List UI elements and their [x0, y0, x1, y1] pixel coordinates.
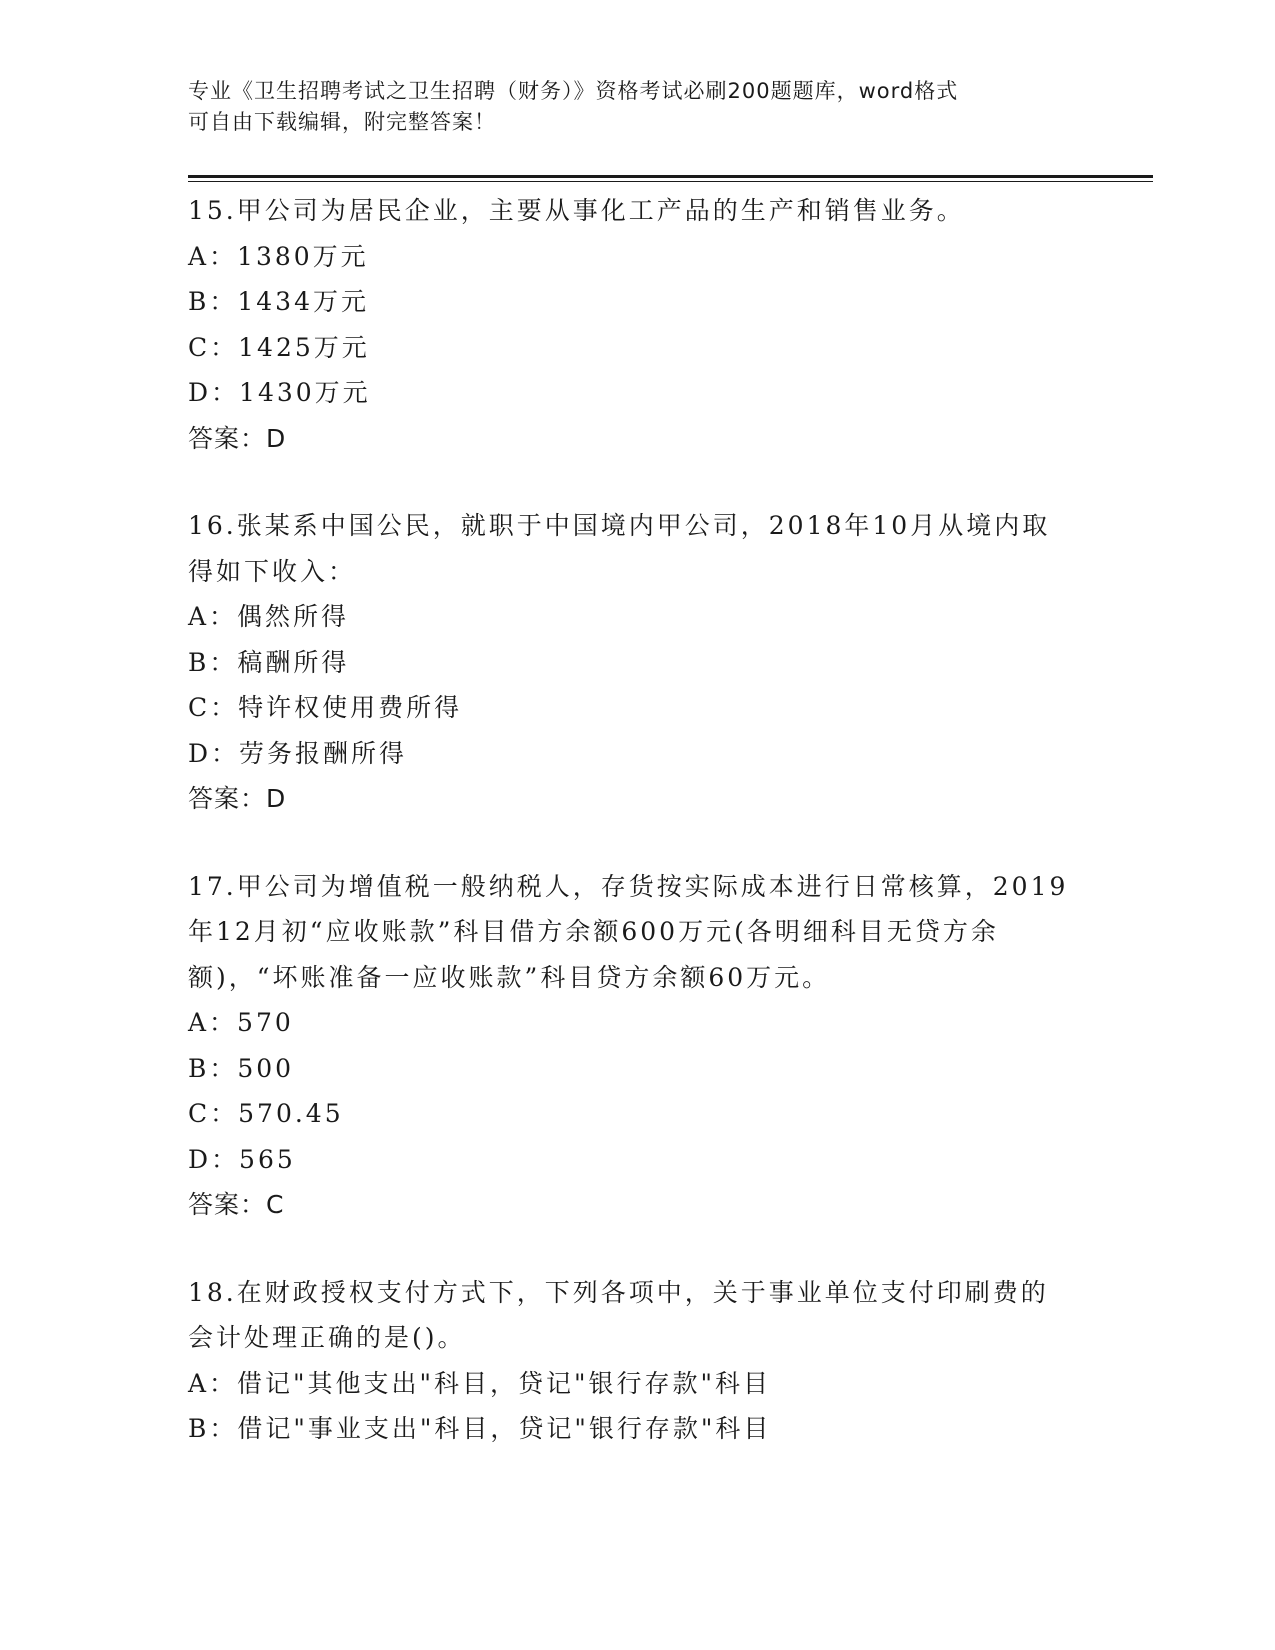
option-b: B：1434万元: [188, 287, 369, 316]
question-15: [188, 188, 1088, 461]
option-b: B：稿酬所得: [188, 647, 350, 677]
header-divider-thin: [188, 181, 1153, 182]
option-c: C：特许权使用费所得: [188, 693, 463, 722]
header-divider-thick: [188, 175, 1153, 178]
question-stem: 16.张某系中国公民，就职于中国境内甲公司，2018年10月从境内取: [188, 511, 1051, 540]
option-c: C：1425万元: [188, 332, 370, 362]
option-a: A：1380万元: [188, 241, 369, 271]
question-16: [188, 503, 1088, 822]
question-stem: 18.在财政授权支付方式下，下列各项中，关于事业单位支付印刷费的: [188, 1277, 1049, 1307]
question-stem: 年12月初“应收账款”科目借方余额600万元(各明细科目无贷方余: [188, 917, 999, 946]
option-a: A：偶然所得: [188, 602, 350, 631]
question-stem: 会计处理正确的是()。: [188, 1323, 466, 1352]
header-line-1: 专业《卫生招聘考试之卫生招聘（财务）》资格考试必刷200题题库，word格式: [188, 79, 959, 103]
document-header: [188, 76, 1068, 138]
question-18: [188, 1270, 1088, 1452]
question-stem: 15.甲公司为居民企业，主要从事化工产品的生产和销售业务。: [188, 196, 965, 225]
option-a: A：570: [188, 1008, 294, 1037]
answer-line: 答案：D: [188, 784, 287, 813]
question-stem: 17.甲公司为增值税一般纳税人，存货按实际成本进行日常核算，2019: [188, 871, 1069, 901]
question-stem: 得如下收入：: [188, 556, 357, 586]
answer-line: 答案：D: [188, 423, 287, 453]
question-17: [188, 864, 1088, 1228]
question-list: [188, 188, 1088, 1494]
question-stem: 额)，“坏账准备一应收账款”科目贷方余额60万元。: [188, 962, 831, 992]
option-d: D：1430万元: [188, 378, 371, 407]
header-line-2: 可自由下载编辑，附完整答案！: [188, 110, 496, 134]
option-d: D：565: [188, 1144, 296, 1174]
option-a: A：借记"其他支出"科目，贷记"银行存款"科目: [188, 1368, 772, 1398]
option-c: C：570.45: [188, 1099, 344, 1128]
option-b: B：500: [188, 1053, 295, 1083]
answer-line: 答案：C: [188, 1190, 285, 1219]
option-b: B：借记"事业支出"科目，贷记"银行存款"科目: [188, 1414, 772, 1443]
option-d: D：劳务报酬所得: [188, 738, 408, 768]
